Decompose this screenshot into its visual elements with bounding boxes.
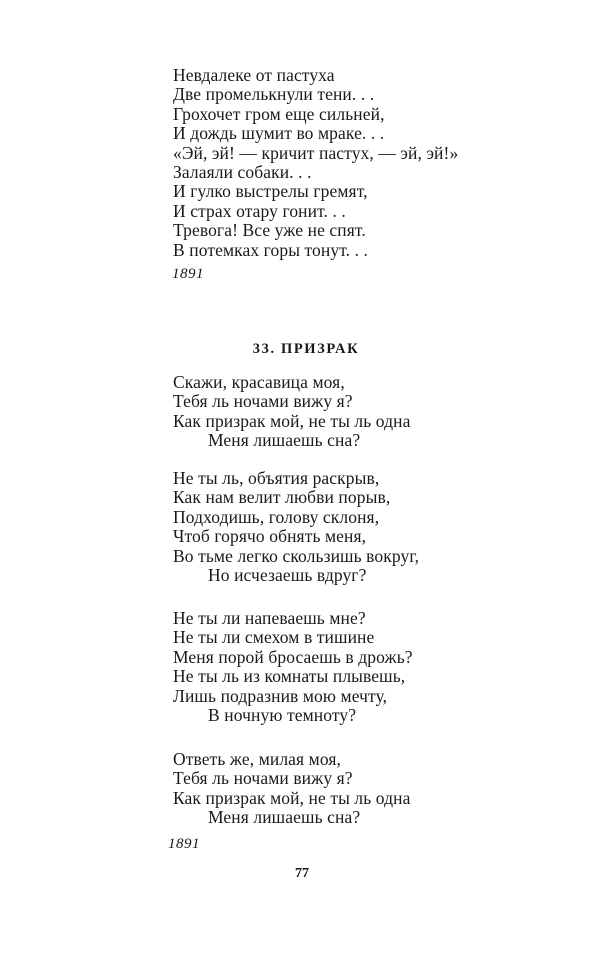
poem-line: Тебя ль ночами вижу я?: [173, 391, 353, 412]
poem-line: Как призрак мой, не ты ль одна: [173, 410, 411, 431]
poem-line: Не ты ль, объятия раскрыв,: [173, 468, 380, 488]
poem-line-indented: Меня лишаешь сна?: [208, 430, 361, 451]
stanza-2: [173, 469, 513, 585]
stanza-1: [173, 373, 513, 451]
poem-line: Ответь же, милая моя,: [173, 749, 341, 769]
poem-line: Тебя ль ночами вижу я?: [173, 768, 353, 789]
poem-line: В потемках горы тонут. . .: [173, 239, 369, 260]
page-number: 77: [295, 866, 309, 881]
poem-line-indented: Меня лишаешь сна?: [208, 807, 361, 828]
poem-line: Грохочет гром еще сильней,: [173, 103, 385, 124]
previous-poem-year: 1891: [172, 266, 204, 282]
poem-line: Скажи, красавица моя,: [173, 372, 345, 392]
stanza-3: [173, 609, 513, 725]
poem-line: Как призрак мой, не ты ль одна: [173, 787, 411, 808]
poem-line: «Эй, эй! — кричит пастух, — эй, эй!»: [173, 142, 459, 163]
poem-line: Не ты ли напеваешь мне?: [173, 608, 366, 628]
poem-line-indented: В ночную темноту?: [208, 705, 357, 726]
poem-line: Залаяли собаки. . .: [173, 162, 312, 183]
poem-year: 1891: [168, 836, 200, 852]
previous-poem-ending: [173, 66, 513, 260]
poem-line: Не ты ли смехом в тишине: [173, 627, 375, 648]
poem-line: Две промелькнули тени. . .: [173, 84, 375, 105]
poem-line: Как нам велит любви порыв,: [173, 487, 391, 508]
poem-line: Невдалеке от пастуха: [173, 65, 335, 85]
poem-line: И дождь шумит во мраке. . .: [173, 123, 385, 144]
poem-title: 33. ПРИЗРАК: [252, 341, 360, 357]
stanza-4: [173, 750, 513, 828]
poem-line: Не ты ль из комнаты плывешь,: [173, 666, 406, 687]
poem-line: Чтоб горячо обнять меня,: [173, 526, 367, 547]
poem-line: Тревога! Все уже не спят.: [173, 220, 366, 241]
poem-line: И страх отару гонит. . .: [173, 200, 346, 221]
poem-line: И гулко выстрелы гремят,: [173, 181, 368, 202]
poem-line: Меня порой бросаешь в дрожь?: [173, 646, 413, 667]
poem-line: Во тьме легко скользишь вокруг,: [173, 545, 420, 566]
poem-line: Подходишь, голову склоня,: [173, 506, 380, 527]
poem-line: Лишь подразнив мою мечту,: [173, 685, 388, 706]
poem-line-indented: Но исчезаешь вдруг?: [208, 565, 367, 586]
